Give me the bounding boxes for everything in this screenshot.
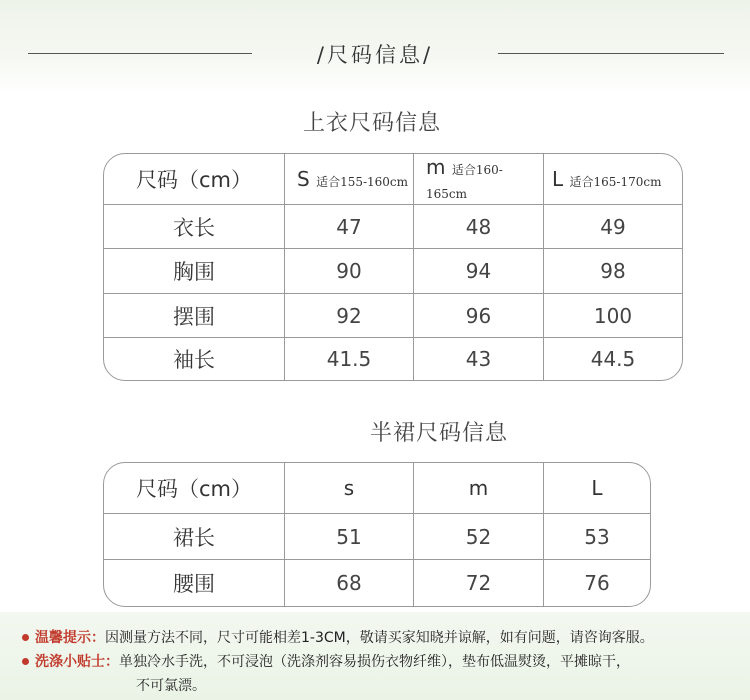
size-column-header [285,154,414,205]
wash-tip [22,650,742,674]
size-column-header: s [285,463,414,514]
page-header [0,36,750,72]
top-size-table [103,153,683,381]
size-column-header [544,154,682,205]
measure-value: 41.5 [285,338,414,380]
skirt-size-section-title: 半裙尺码信息 [370,421,509,446]
measure-value: 96 [414,294,544,338]
measure-value: 44.5 [590,347,636,371]
warm-tip [22,626,742,650]
page-title: /尺码信息/ [316,43,434,67]
measure-value: 51 [285,514,414,560]
table-row [104,205,682,249]
size-name: L [552,167,564,191]
table-row [104,338,682,380]
size-column-header: L [544,463,650,514]
measure-value: 92 [285,294,414,338]
measure-value: 53 [544,514,650,560]
size-name: S [297,167,310,191]
size-fit-range: 适合155-160cm [316,175,409,189]
top-size-section-title: 上衣尺码信息 [303,111,442,136]
measure-value: 90 [285,249,414,294]
bullet-dot-icon [22,634,29,641]
measure-value: 72 [414,560,544,606]
measure-value: 94 [414,249,544,294]
table-row [104,249,682,294]
measure-label: 衣长 [104,205,285,249]
warm-tip-label: 温馨提示： [35,630,105,646]
measure-label: 胸围 [104,249,285,294]
table-header-row [104,154,682,205]
measure-value: 52 [414,514,544,560]
table-row [104,514,650,560]
measure-label: 袖长 [104,338,285,380]
wash-tip-continuation: 不可氯漂。 [136,678,206,694]
tips-section [22,626,742,698]
size-column-header: m [414,463,544,514]
measure-value: 98 [544,249,682,294]
size-name: m [426,155,446,179]
table-row [104,294,682,338]
size-corner-label: 尺码（cm） [104,463,285,514]
header-divider-right [498,53,724,54]
measure-value: 47 [285,205,414,249]
table-row [104,560,650,606]
warm-tip-text: 因测量方法不同，尺寸可能相差1-3CM，敬请买家知晓并谅解，如有问题，请咨询客服。 [105,630,654,646]
measure-value: 100 [544,294,682,338]
size-corner-label: 尺码（cm） [104,154,285,205]
header-divider-left [28,53,252,54]
wash-tip-label: 洗涤小贴士： [35,654,119,670]
measure-value: 49 [544,205,682,249]
table-header-row [104,463,650,514]
measure-label: 腰围 [104,560,285,606]
measure-label: 摆围 [104,294,285,338]
measure-value: 43 [414,338,544,380]
measure-value: 68 [285,560,414,606]
measure-label: 裙长 [104,514,285,560]
bullet-dot-icon [22,658,29,665]
size-column-header [414,154,544,205]
wash-tip-text: 单独冷水手洗，不可浸泡（洗涤剂容易损伤衣物纤维），垫布低温熨烫，平摊晾干， [119,654,630,670]
measure-value: 76 [584,571,610,595]
size-fit-range: 适合160-165cm [426,163,503,201]
size-fit-range: 适合165-170cm [569,175,662,189]
measure-value: 48 [414,205,544,249]
skirt-size-table [103,462,651,607]
